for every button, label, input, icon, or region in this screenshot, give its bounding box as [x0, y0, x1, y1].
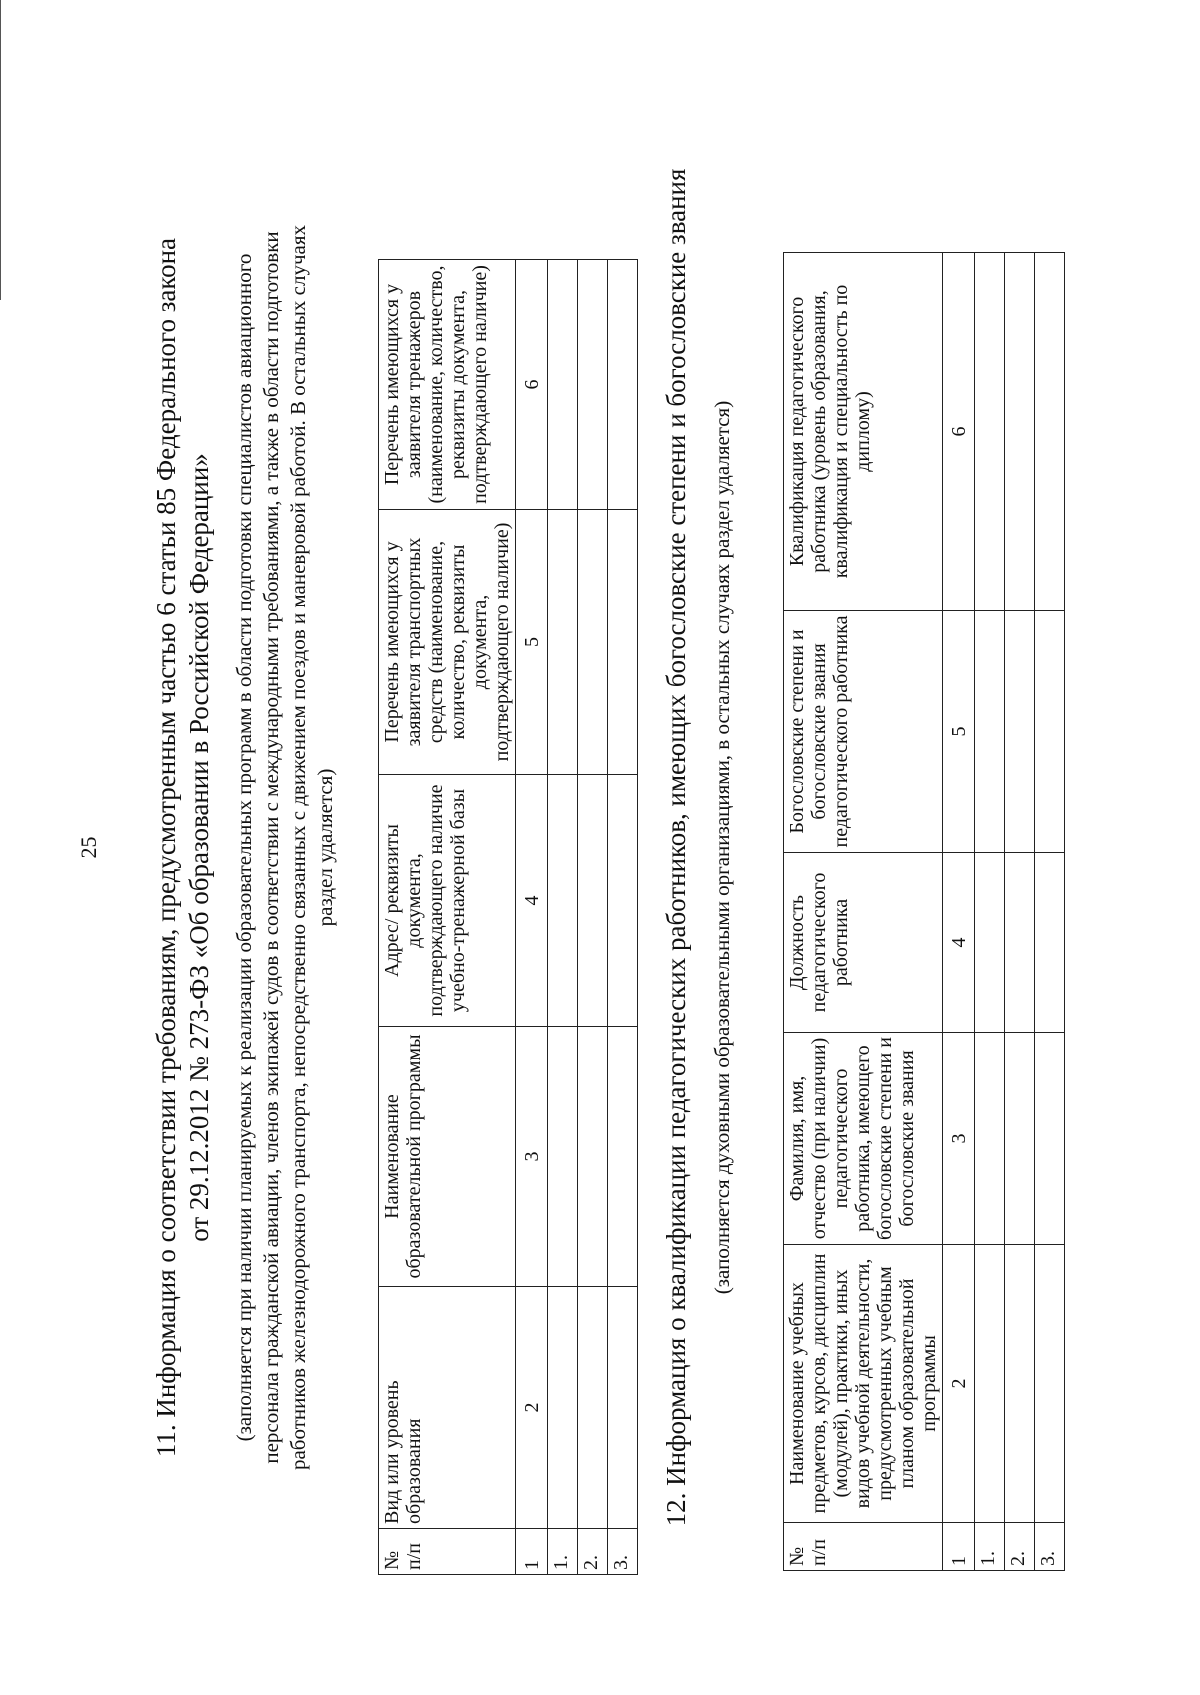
section-11-note-line4: раздел удаляется): [313, 768, 337, 927]
table-row: [578, 260, 608, 1575]
column-number-row: [516, 260, 548, 1575]
header-program-name: Наименование образовательной программы: [379, 1027, 516, 1287]
header-subjects: Наименование учебных предметов, курсов, дисциплин (модулей), практики, иных видов учебной деятельности, предусмотренных учебным планом образовательной программы: [784, 1245, 943, 1523]
row-number: 2.: [578, 1529, 608, 1575]
column-number-row: [943, 253, 975, 1571]
section-12-table: [783, 252, 1065, 1571]
section-11-note-line3: работников железнодорожного транспорта, непосредственно связанных с движением поездов и маневровой работой. В остальных случаях: [286, 225, 310, 1471]
col-num-2: 2: [516, 1287, 548, 1529]
section-11-title-line1: 11. Информация о соответствии требованиям, предусмотренным частью 6 статьи 85 Федерального закона: [151, 237, 181, 1458]
table-row: [975, 253, 1005, 1571]
row-number: 1.: [975, 1523, 1005, 1571]
col-num-5: 5: [943, 611, 975, 853]
col-num-6: 6: [516, 260, 548, 510]
table-row: [1035, 253, 1065, 1571]
col-num-4: 4: [943, 853, 975, 1033]
header-full-name: Фамилия, имя, отчество (при наличии) педагогического работника, имеющего богословские степени и богословские звания: [784, 1033, 943, 1245]
header-number: № п/п: [784, 1523, 943, 1571]
table-row: [1005, 253, 1035, 1571]
section-11-table: [378, 259, 638, 1575]
row-number: 3.: [608, 1529, 638, 1575]
table-row: [548, 260, 578, 1575]
header-position: Должность педагогического работника: [784, 853, 943, 1033]
col-num-2: 2: [943, 1245, 975, 1523]
page-number: 25: [76, 836, 101, 859]
section-11-note-line2: персонала гражданской авиации, членов экипажей судов в соответствии с международными требованиями, а также в области подготовки: [259, 231, 283, 1464]
table-row: [608, 260, 638, 1575]
col-num-1: 1: [516, 1529, 548, 1575]
scan-edge-line: [0, 0, 1, 300]
row-number: 1.: [548, 1529, 578, 1575]
header-vehicles: Перечень имеющихся у заявителя транспортных средств (наименование, количество, реквизиты документа, подтверждающего наличие): [379, 510, 516, 775]
header-training-base: Адрес/ реквизиты документа, подтверждающего наличие учебно-тренажерной базы: [379, 775, 516, 1027]
table-header-row: [379, 260, 516, 1575]
header-number: № п/п: [379, 1529, 516, 1575]
header-simulators: Перечень имеющихся у заявителя тренажеров (наименование, количество, реквизиты документа, подтверждающего наличие): [379, 260, 516, 510]
col-num-4: 4: [516, 775, 548, 1027]
col-num-5: 5: [516, 510, 548, 775]
section-11-title-line2: от 29.12.2012 № 273-ФЗ «Об образовании в Российской Федерации»: [184, 453, 214, 1242]
col-num-3: 3: [943, 1033, 975, 1245]
header-theological-degrees: Богословские степени и богословские звания педагогического работника: [784, 611, 943, 853]
col-num-6: 6: [943, 253, 975, 611]
section-12-title: 12. Информация о квалификации педагогических работников, имеющих богословские степени и богословские звания: [661, 168, 691, 1527]
row-number: 3.: [1035, 1523, 1065, 1571]
header-education-level: Вид или уровень образования: [379, 1287, 516, 1529]
col-num-1: 1: [943, 1523, 975, 1571]
col-num-3: 3: [516, 1027, 548, 1287]
table-header-row: [784, 253, 943, 1571]
section-11-note-line1: (заполняется при наличии планируемых к реализации образовательных программ в области подготовки специалистов авиационного: [232, 253, 256, 1442]
header-qualification: Квалификация педагогического работника (уровень образования, квалификация и специальность по диплому): [784, 253, 943, 611]
row-number: 2.: [1005, 1523, 1035, 1571]
section-12-note: (заполняется духовными образовательными организациями, в остальных случаях раздел удаляется): [710, 400, 734, 1295]
